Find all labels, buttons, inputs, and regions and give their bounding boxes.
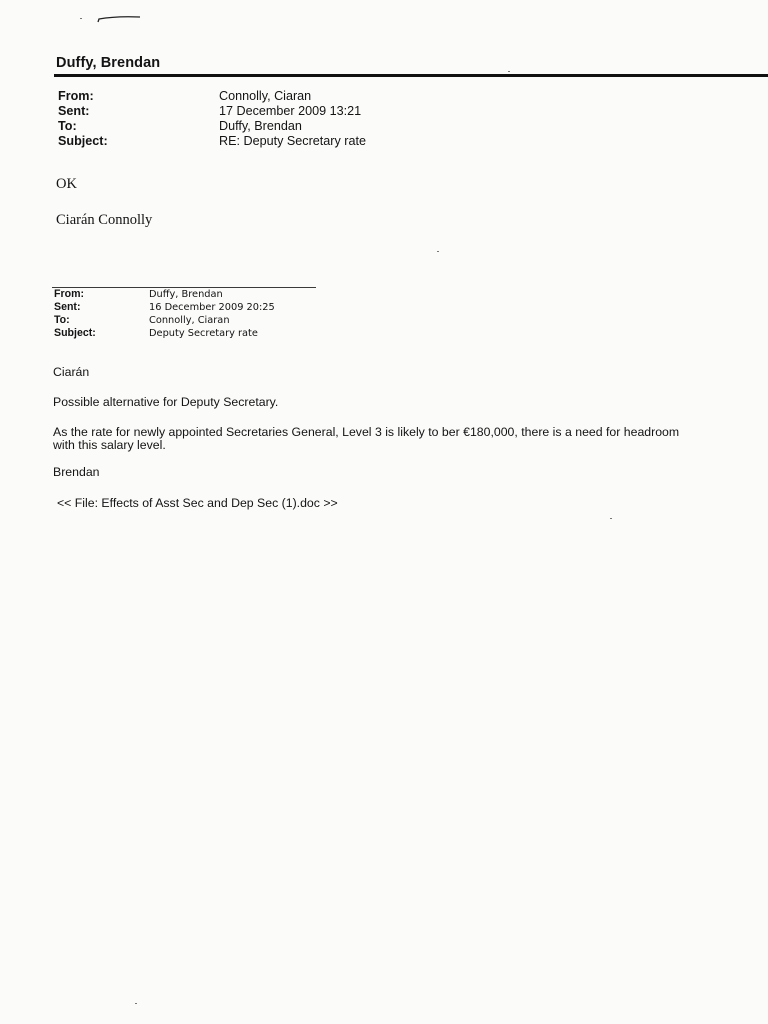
quoted-paragraph-line-2: with this salary level. bbox=[53, 438, 166, 452]
quoted-to-label: To: bbox=[54, 314, 70, 326]
sent-value: 17 December 2009 13:21 bbox=[219, 104, 362, 118]
reply-signature: Ciarán Connolly bbox=[56, 212, 153, 228]
to-label: To: bbox=[58, 119, 77, 133]
scan-speck bbox=[610, 518, 612, 519]
sent-label: Sent: bbox=[58, 104, 90, 118]
subject-value: RE: Deputy Secretary rate bbox=[219, 134, 366, 148]
scan-speck bbox=[135, 1003, 137, 1004]
quoted-from-value: Duffy, Brendan bbox=[149, 289, 223, 300]
scan-speck bbox=[437, 251, 439, 252]
scan-speck bbox=[80, 18, 82, 19]
quoted-subject-value: Deputy Secretary rate bbox=[149, 328, 258, 339]
scan-speck bbox=[508, 71, 510, 72]
quoted-signoff: Brendan bbox=[53, 465, 100, 479]
quoted-paragraph-line-1: As the rate for newly appointed Secretaries General, Level 3 is likely to ber €180,000, there is a need for headroom bbox=[53, 425, 680, 439]
quoted-from-label: From: bbox=[54, 288, 85, 300]
quoted-sent-value: 16 December 2009 20:25 bbox=[149, 302, 275, 313]
quoted-subject-label: Subject: bbox=[54, 327, 96, 339]
from-label: From: bbox=[58, 89, 94, 103]
quoted-line-1: Possible alternative for Deputy Secretary. bbox=[53, 395, 279, 409]
subject-label: Subject: bbox=[58, 134, 108, 148]
pen-mark bbox=[96, 14, 142, 24]
attachment-reference: << File: Effects of Asst Sec and Dep Sec (1).doc >> bbox=[57, 496, 338, 510]
to-value: Duffy, Brendan bbox=[219, 119, 302, 133]
reply-body: OK bbox=[56, 176, 77, 192]
quoted-to-value: Connolly, Ciaran bbox=[149, 315, 230, 326]
header-divider bbox=[54, 74, 768, 77]
quoted-greeting: Ciarán bbox=[53, 365, 90, 379]
from-value: Connolly, Ciaran bbox=[219, 89, 312, 103]
quoted-sent-label: Sent: bbox=[54, 301, 81, 313]
mailbox-owner-heading: Duffy, Brendan bbox=[56, 55, 161, 71]
